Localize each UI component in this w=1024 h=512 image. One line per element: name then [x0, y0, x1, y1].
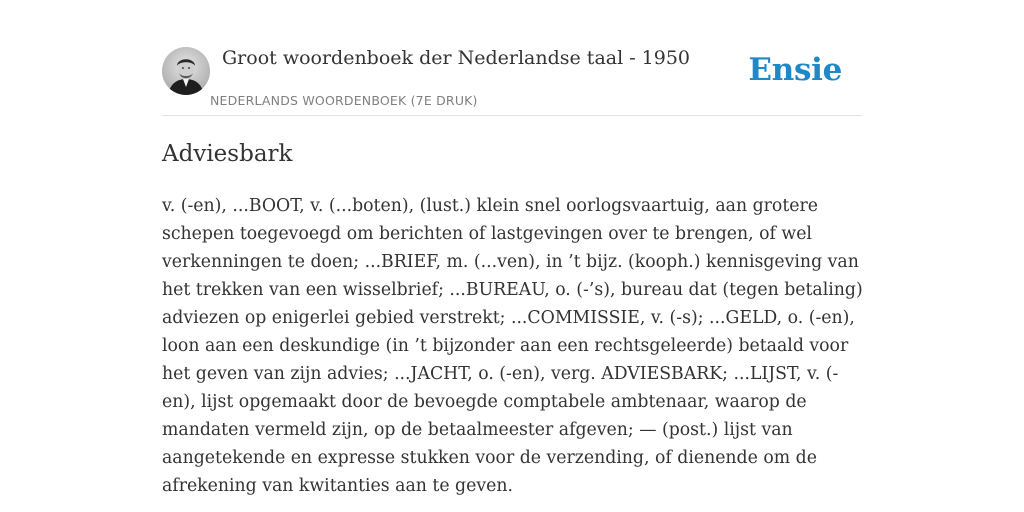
- ensie-logo[interactable]: Ensie: [748, 52, 842, 88]
- header-divider: [162, 115, 862, 116]
- portrait-photo-icon: [162, 47, 210, 95]
- source-title[interactable]: Groot woordenboek der Nederlandse taal - 1950: [222, 47, 691, 69]
- entry-body: v. (-en), ...BOOT, v. (...boten), (lust.) klein snel oorlogsvaartuig, aan grotere schepen toegevoegd om berichten of lastgevingen over te brengen, of wel verkenningen te doen; ...BRIEF, m. (...ven), in ’t bijz. (kooph.) kennisgeving van het trekken van een wisselbrief; ...BUREAU, o. (-’s), bureau dat (tegen betaling) adviezen op enigerlei gebied verstrekt; ...COMMISSIE, v. (-s); ...GELD, o. (-en), loon aan een deskundige (in ’t bijzonder aan een rechtsgeleerde) betaald voor het geven van zijn advies; ...JACHT, o. (-en), verg. ADVIESBARK; ...LIJST, v. (-en), lijst opgemaakt door de bevoegde comptabele ambtenaar, waarop de mandaten vermeld zijn, op de betaalmeester afgeven; — (post.) lijst van aangetekende en expresse stukken voor de verzending, of dienende om de afrekening van kwitanties aan te geven.: [162, 196, 863, 496]
- source-avatar[interactable]: [162, 47, 210, 95]
- entry-title: Adviesbark: [162, 141, 293, 167]
- source-subtitle[interactable]: NEDERLANDS WOORDENBOEK (7E DRUK): [210, 93, 478, 108]
